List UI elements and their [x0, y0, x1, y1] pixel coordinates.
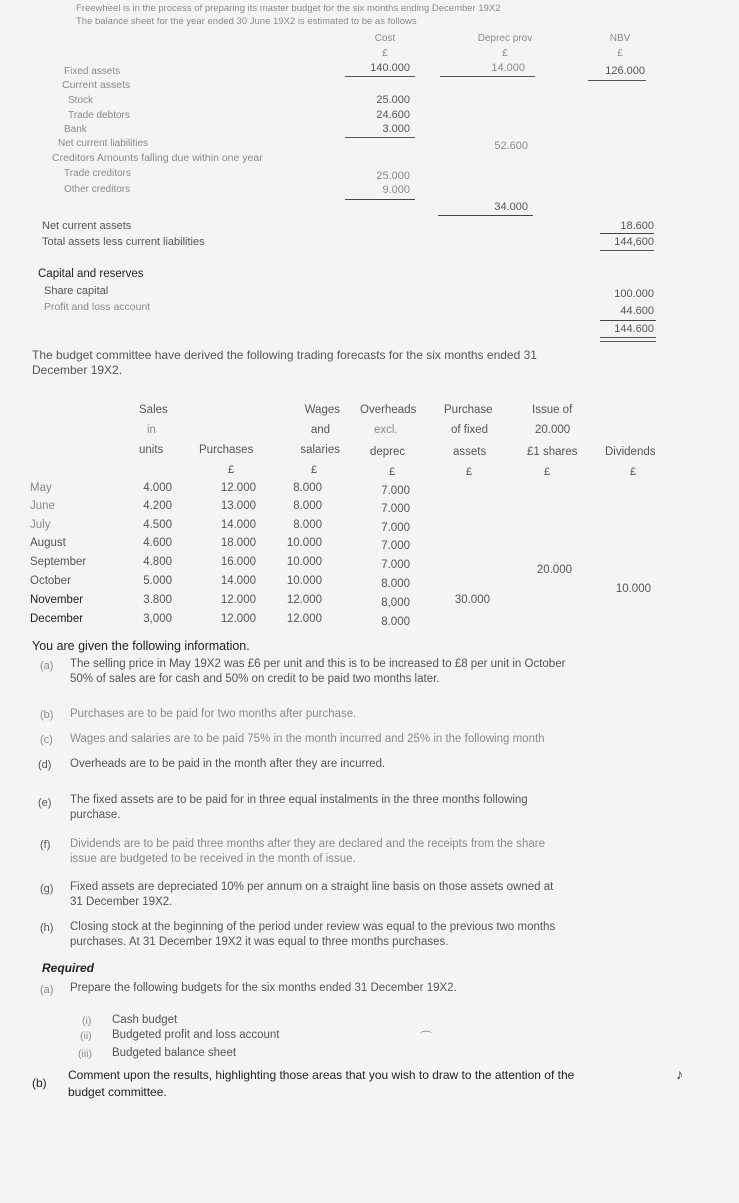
bs-stock: Stock	[68, 95, 94, 106]
th-issue-2: 20.000	[535, 424, 571, 436]
table-cell: 12.000	[220, 613, 256, 625]
info-g-line-2: 31 December 19X2.	[70, 896, 173, 908]
table-cell: 12.000	[286, 613, 322, 625]
pen-scribble: ⌒	[420, 1030, 433, 1044]
table-cell: 4.500	[143, 519, 172, 531]
month-label: October	[30, 575, 71, 587]
th-pfa-1: Purchase	[444, 404, 493, 416]
th-wages-2: and	[310, 424, 330, 436]
info-intro: You are given the following information.	[32, 639, 250, 653]
table-cell: 14.000	[220, 575, 256, 587]
info-a-line-2: 50% of sales are for cash and 50% on credit to be paid two months later.	[70, 673, 440, 685]
table-cell: 18.000	[220, 537, 256, 549]
bs-profit-loss: Profit and loss account	[44, 301, 151, 313]
pen-mark: ♪	[676, 1066, 683, 1082]
required-ii-label: (ii)	[80, 1030, 92, 1042]
bs-sc-value: 100.000	[614, 288, 654, 300]
bs-cl-total: 34.000	[494, 201, 528, 213]
info-h-line-2: purchases. At 31 December 19X2 it was equal to three months purchases.	[70, 936, 449, 948]
bs-trade-debtors: Trade debtors	[68, 110, 130, 121]
th-sales-3: units	[139, 444, 164, 456]
bs-bank: Bank	[64, 124, 87, 135]
bs-stock-value: 25.000	[376, 94, 410, 106]
table-cell: 3,000	[143, 613, 172, 625]
th-wages-1: Wages	[304, 404, 340, 416]
info-g-line-1: Fixed assets are depreciated 10% per annum on a straight line basis on those assets owned at	[70, 881, 554, 893]
info-h-label: (h)	[40, 922, 54, 934]
table-cell: 8,000	[381, 597, 410, 609]
info-d-label: (d)	[38, 759, 52, 771]
bs-fa-dep: 14.000	[491, 62, 525, 74]
pound-nbv: £	[617, 48, 623, 59]
th-dividends: Dividends	[605, 446, 656, 458]
info-f-line-1: Dividends are to be paid three months after they are declared and the receipts from the share	[70, 838, 545, 850]
info-h-line-1: Closing stock at the beginning of the period under review was equal to the previous two months	[70, 921, 556, 933]
table-cell: 12.000	[220, 482, 256, 494]
bs-other-creditors: Other creditors	[64, 184, 131, 195]
table-cell: 5.000	[143, 575, 172, 587]
required-title: Required	[42, 961, 95, 975]
bs-creditors-line: Creditors Amounts falling due within one year	[52, 152, 263, 164]
th-pound-div: £	[630, 466, 637, 478]
th-over-2: excl.	[374, 424, 398, 436]
header-line-2: The balance sheet for the year ended 30 June 19X2 is estimated to be as follows	[76, 16, 417, 27]
info-b-label: (b)	[40, 709, 54, 721]
bs-pl-value: 44.600	[620, 305, 654, 317]
bs-fa-nbv: 126.000	[605, 65, 645, 77]
month-label: August	[30, 537, 66, 549]
forecast-intro-2: December 19X2.	[32, 363, 123, 377]
table-cell: 8.000	[293, 500, 322, 512]
table-cell: 10.000	[286, 537, 322, 549]
bs-fixed-assets: Fixed assets	[64, 66, 121, 77]
info-c-line-1: Wages and salaries are to be paid 75% in the month incurred and 25% in the following month	[70, 733, 545, 745]
th-pound-wages: £	[311, 464, 318, 476]
th-issue-1: Issue of	[532, 404, 573, 416]
bs-net-current-assets: Net current assets	[42, 220, 132, 232]
th-over-3: deprec	[370, 446, 406, 458]
bs-fa-cost: 140.000	[370, 62, 410, 74]
info-e-line-2: purchase.	[70, 809, 121, 821]
info-f-line-2: issue are budgeted to be received in the month of issue.	[70, 853, 356, 865]
th-purchases: Purchases	[199, 444, 254, 456]
month-label: September	[30, 556, 87, 568]
table-cell: 7.000	[381, 559, 410, 571]
required-a-label: (a)	[40, 984, 54, 996]
bs-oc-value: 9.000	[382, 184, 410, 196]
table-cell: 12.000	[220, 594, 256, 606]
th-wages-3: salaries	[300, 444, 340, 456]
col-nbv: NBV	[609, 33, 631, 44]
required-b-line-1: Comment upon the results, highlighting those areas that you wish to draw to the attention of the	[68, 1068, 575, 1082]
table-cell: 10.000	[286, 575, 322, 587]
bs-share-capital: Share capital	[44, 285, 109, 297]
pound-deprec: £	[502, 48, 508, 59]
table-cell: 8.000	[381, 616, 410, 628]
forecast-intro-1: The budget committee have derived the following trading forecasts for the six months ended 31	[32, 348, 537, 362]
required-i: Cash budget	[112, 1014, 178, 1026]
table-cell: 30.000	[454, 594, 490, 606]
info-a-label: (a)	[40, 660, 54, 672]
table-cell: 7.000	[381, 540, 410, 552]
table-cell: 10.000	[286, 556, 322, 568]
table-cell: 3.800	[143, 594, 172, 606]
table-cell: 8.000	[293, 482, 322, 494]
col-deprec: Deprec prov	[477, 33, 533, 44]
col-cost: Cost	[374, 33, 396, 44]
table-cell: 12.000	[286, 594, 322, 606]
required-iii: Budgeted balance sheet	[112, 1047, 237, 1059]
th-sales-1: Sales	[139, 404, 168, 416]
table-cell: 7.000	[381, 485, 410, 497]
month-label: May	[30, 482, 52, 494]
th-over-1: Overheads	[360, 404, 417, 416]
header-line-1: Freewheel is in the process of preparing its master budget for the six months ending December 19X2	[76, 3, 501, 14]
required-b-label: (b)	[32, 1076, 47, 1090]
table-cell: 4.000	[143, 482, 172, 494]
th-pfa-3: assets	[453, 446, 487, 458]
info-e-line-1: The fixed assets are to be paid for in three equal instalments in the three months following	[70, 794, 528, 806]
bs-tc-value: 25.000	[376, 170, 410, 182]
bs-bank-value: 3.000	[382, 123, 410, 135]
bs-trade-creditors: Trade creditors	[64, 168, 131, 179]
bs-total-assets-less-cl: Total assets less current liabilities	[42, 236, 205, 248]
table-cell: 4.200	[143, 500, 172, 512]
bs-current-assets: Current assets	[62, 79, 131, 91]
th-pound-over: £	[389, 466, 396, 478]
required-b-line-2: budget committee.	[68, 1085, 167, 1099]
bs-capital-reserves: Capital and reserves	[38, 268, 144, 280]
month-label: July	[30, 519, 51, 531]
info-c-label: (c)	[40, 734, 53, 746]
th-pfa-2: of fixed	[451, 424, 489, 436]
th-issue-3: £1 shares	[527, 446, 578, 458]
bs-net-current-liabilities: Net current liabilities	[58, 138, 149, 149]
table-cell: 16.000	[220, 556, 256, 568]
table-cell: 4.600	[143, 537, 172, 549]
month-label: December	[30, 613, 84, 625]
month-label: June	[30, 500, 55, 512]
table-cell: 14.000	[220, 519, 256, 531]
bs-ca-total: 52.600	[494, 140, 528, 152]
bs-tal-value: 144,600	[614, 236, 654, 248]
info-g-label: (g)	[40, 883, 54, 895]
info-b-line-1: Purchases are to be paid for two months after purchase.	[70, 708, 357, 720]
info-f-label: (f)	[40, 839, 51, 851]
required-iii-label: (iii)	[78, 1048, 92, 1060]
info-e-label: (e)	[38, 797, 52, 809]
bs-nca-value: 18.600	[620, 220, 654, 232]
table-cell: 7.000	[381, 522, 410, 534]
table-cell: 20.000	[536, 564, 572, 576]
required-ii: Budgeted profit and loss account	[112, 1029, 280, 1041]
month-label: November	[30, 594, 84, 606]
info-d-line-1: Overheads are to be paid in the month after they are incurred.	[70, 758, 386, 770]
table-cell: 8.000	[293, 519, 322, 531]
table-cell: 13.000	[220, 500, 256, 512]
table-cell: 4.800	[143, 556, 172, 568]
bs-debtors-value: 24.600	[376, 109, 410, 121]
th-pound-issue: £	[544, 466, 551, 478]
info-a-line-1: The selling price in May 19X2 was £6 per unit and this is to be increased to £8 per unit in October	[70, 658, 566, 670]
pound-cost: £	[382, 48, 388, 59]
required-i-label: (i)	[82, 1015, 92, 1027]
th-pound-pfa: £	[466, 466, 473, 478]
bs-total-value: 144.600	[614, 323, 654, 335]
table-cell: 7.000	[381, 503, 410, 515]
table-cell: 8.000	[381, 578, 410, 590]
required-a: Prepare the following budgets for the six months ended 31 December 19X2.	[70, 982, 457, 994]
th-pound-purch: £	[228, 464, 235, 476]
th-sales-2: in	[147, 424, 156, 436]
table-cell: 10.000	[615, 583, 651, 595]
